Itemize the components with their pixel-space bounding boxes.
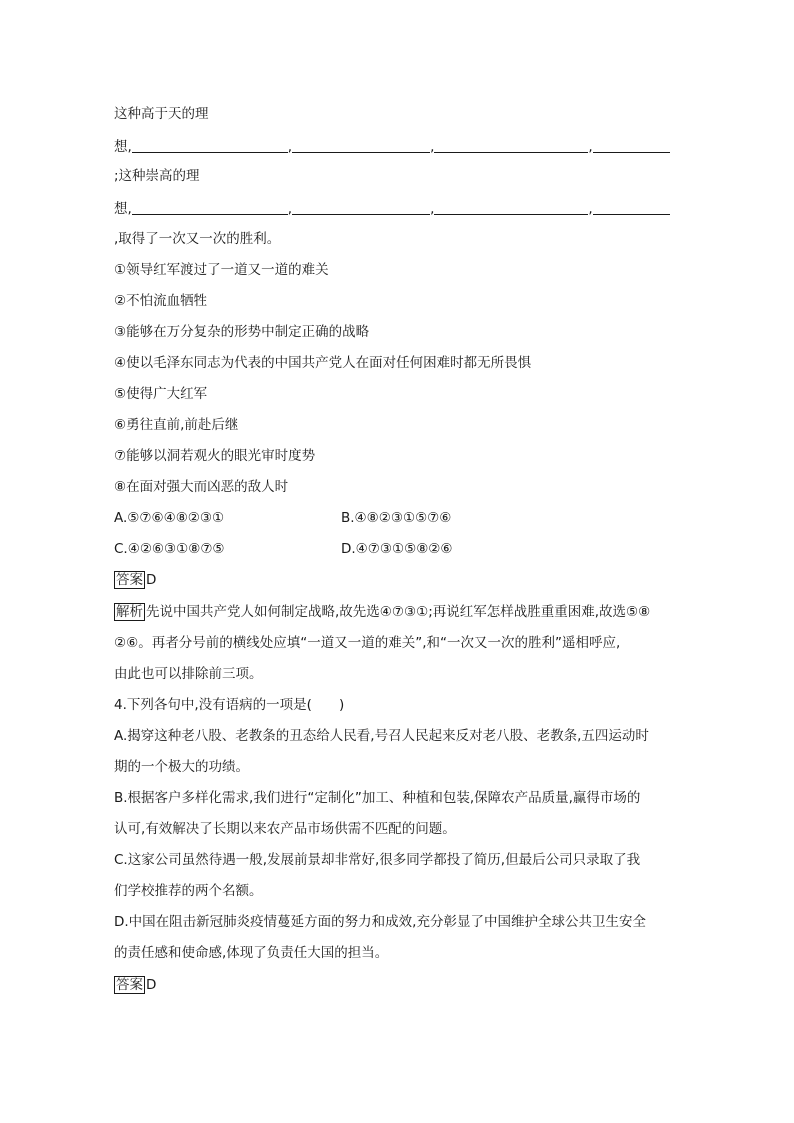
comma: , <box>287 139 293 155</box>
question-stem: 4.下列各句中,没有语病的一项是( ) <box>114 697 345 713</box>
answer-row <box>114 975 156 995</box>
blank-8[interactable] <box>593 200 670 215</box>
analysis-label: 解析 <box>116 604 143 620</box>
q4-option-d-cont: 的责任感和使命感,体现了负责任大国的担当。 <box>114 945 389 961</box>
comma: , <box>287 201 293 217</box>
comma: , <box>430 201 435 217</box>
analysis-text: 先说中国共产党人如何制定战略,故先选④⑦③①;再说红军怎样战胜重重困难,故选⑤⑧ <box>146 604 651 620</box>
option-c[interactable]: C.④②⑥③①⑧⑦⑤ <box>114 541 225 557</box>
list-item: ⑧在面对强大而凶恶的敌人时 <box>114 479 289 495</box>
answer-value: D <box>146 977 157 993</box>
option-d[interactable]: D.④⑦③①⑤⑧②⑥ <box>341 541 453 557</box>
q4-option-c-cont: 们学校推荐的两个名额。 <box>114 883 263 899</box>
list-item: ④使以毛泽东同志为代表的中国共产党人在面对任何困难时都无所畏惧 <box>114 355 532 371</box>
blank-1[interactable] <box>132 138 288 153</box>
blank-4[interactable] <box>593 138 670 153</box>
analysis-line: ②⑥。再者分号前的横线处应填“一道又一道的难关”,和“一次又一次的胜利”遥相呼应, <box>114 635 621 651</box>
blank-3[interactable] <box>434 138 588 153</box>
list-item: ①领导红军渡过了一道又一道的难关 <box>114 262 329 278</box>
list-item: ⑥勇往直前,前赴后继 <box>114 417 239 433</box>
fill-line-4 <box>114 199 670 219</box>
comma: , <box>588 201 593 217</box>
q4-option-c[interactable]: C.这家公司虽然待遇一般,发展前景却非常好,很多同学都投了简历,但最后公司只录取了我 <box>114 852 641 868</box>
blank-7[interactable] <box>434 200 588 215</box>
fill-prefix: 想, <box>114 139 132 155</box>
answer-row <box>114 570 156 590</box>
q4-option-b-cont: 认可,有效解决了长期以来农产品市场供需不匹配的问题。 <box>114 821 456 837</box>
list-item: ②不怕流血牺牲 <box>114 293 208 309</box>
blank-5[interactable] <box>132 200 288 215</box>
q4-option-d[interactable]: D.中国在阻击新冠肺炎疫情蔓延方面的努力和成效,充分彰显了中国维护全球公共卫生安全 <box>114 914 646 930</box>
option-a[interactable]: A.⑤⑦⑥④⑧②③① <box>114 510 225 526</box>
fill-prefix: 想, <box>114 201 132 217</box>
answer-label: 答案 <box>116 572 143 588</box>
analysis-line <box>114 602 650 622</box>
option-b[interactable]: B.④⑧②③①⑤⑦⑥ <box>341 510 452 526</box>
fill-line-3: ;这种崇高的理 <box>114 168 200 184</box>
fill-line-2 <box>114 137 670 157</box>
list-item: ⑦能够以洞若观火的眼光审时度势 <box>114 448 316 464</box>
comma: , <box>588 139 593 155</box>
blank-2[interactable] <box>292 138 430 153</box>
answer-value: D <box>146 572 157 588</box>
q4-option-a[interactable]: A.揭穿这种老八股、老教条的丑态给人民看,号召人民起来反对老八股、老教条,五四运动时 <box>114 728 649 744</box>
q4-option-b[interactable]: B.根据客户多样化需求,我们进行“定制化”加工、种植和包装,保障农产品质量,赢得市场的 <box>114 790 641 806</box>
fill-line-1: 这种高于天的理 <box>114 106 209 122</box>
answer-label: 答案 <box>116 977 143 993</box>
fill-line-5: ,取得了一次又一次的胜利。 <box>114 231 281 247</box>
q4-option-a-cont: 期的一个极大的功绩。 <box>114 759 249 775</box>
blank-6[interactable] <box>292 200 430 215</box>
analysis-line: 由此也可以排除前三项。 <box>114 666 263 682</box>
list-item: ⑤使得广大红军 <box>114 386 208 402</box>
list-item: ③能够在万分复杂的形势中制定正确的战略 <box>114 324 370 340</box>
comma: , <box>430 139 435 155</box>
